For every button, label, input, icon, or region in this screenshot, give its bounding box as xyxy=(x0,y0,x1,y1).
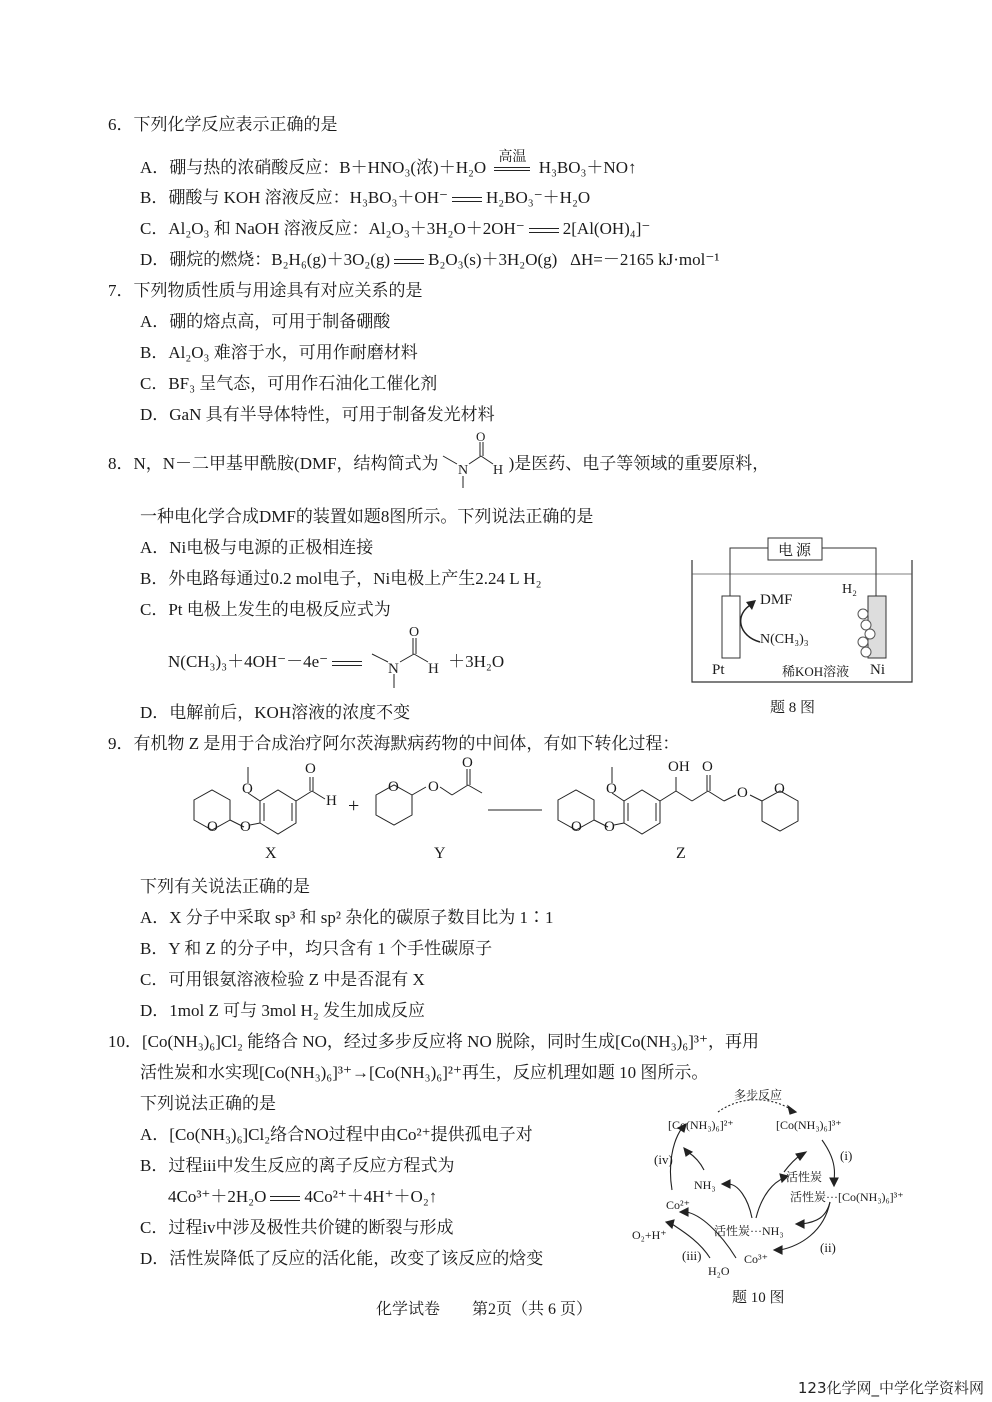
q6-c-rhs: 2[Al(OH)₄]⁻ xyxy=(562,219,651,238)
q8-eq-lhs: N(CH₃)₃＋4OH⁻－4e⁻ xyxy=(168,652,329,671)
atom-o: O xyxy=(571,819,582,835)
q6-option-c xyxy=(140,218,650,240)
svg-text:N: N xyxy=(457,463,468,479)
q10-sub-stem: 下列说法正确的是 xyxy=(140,1094,276,1113)
q10-stem-line1: 10．[Co(NH₃)₆]Cl₂ 能络合 NO，经过多步反应将 NO 脱除，同时生成[Co(NH₃)₆]³⁺，再用 xyxy=(108,1032,759,1051)
q10-option-c: C．过程iv中涉及极性共价键的断裂与形成 xyxy=(140,1218,454,1237)
figure-10-caption: 题 10 图 xyxy=(732,1290,785,1306)
q6-d-label: D．硼烷的燃烧： xyxy=(140,250,272,269)
q10-stem-line2: 活性炭和水实现[Co(NH₃)₆]³⁺→[Co(NH₃)₆]²⁺再生，反应机理如题 10 图所示。 xyxy=(140,1063,709,1082)
atom-o: O xyxy=(428,779,439,795)
q7-option-b: B．Al₂O₃ 难溶于水，可用作耐磨材料 xyxy=(140,343,418,362)
compound-y-label: Y xyxy=(434,845,446,862)
q6-b-lhs: H₃BO₃＋OH⁻ xyxy=(349,188,448,207)
page-footer: 化学试卷 第2页（共 6 页） xyxy=(376,1301,593,1318)
q8-option-a: A．Ni电极与电源的正极相连接 xyxy=(140,538,374,557)
q6-c-label: C．Al₂O₃ 和 NaOH 溶液反应： xyxy=(140,219,369,238)
step-iii-label: (iii) xyxy=(682,1248,702,1263)
q6-option-a xyxy=(140,150,637,179)
step-iv-label: (iv) xyxy=(654,1152,673,1167)
q6-a-label: A．硼与热的浓硝酸反应： xyxy=(140,158,340,177)
condition-label: 高温 xyxy=(498,150,527,166)
figure-8-electrolysis-cell xyxy=(690,528,914,688)
o2-h-label: O₂+H⁺ xyxy=(632,1228,667,1242)
q9-sub-stem: 下列有关说法正确的是 xyxy=(140,877,310,896)
q6-a-rhs: H₃BO₃＋NO↑ xyxy=(538,158,637,177)
atom-o: O xyxy=(702,759,713,775)
q8-stem-part-b: )是医药、电子等领域的重要原料， xyxy=(508,454,770,473)
trimethylamine-label: N(CH₃)₃ xyxy=(760,632,809,647)
atom-o: O xyxy=(388,779,399,795)
compound-z-label: Z xyxy=(676,845,686,862)
q9-option-a: A．X 分子中采取 sp³ 和 sp² 杂化的碳原子数目比为 1∶1 xyxy=(140,908,554,927)
q6-d-rhs: B₂O₃(s)＋3H₂O(g) xyxy=(428,250,558,269)
q9-option-c: C．可用银氨溶液检验 Z 中是否混有 X xyxy=(140,970,425,989)
q6-d-lhs: B₂H₆(g)＋3O₂(g) xyxy=(271,250,391,269)
carbon-label: 活性炭 xyxy=(786,1170,823,1184)
watermark: 123化学网_中学化学资料网 xyxy=(797,1379,984,1397)
h2o-label: H₂O xyxy=(708,1264,730,1278)
co2-complex-label: [Co(NH₃)₆]²⁺ xyxy=(668,1118,734,1132)
co3-complex-label: [Co(NH₃)₆]³⁺ xyxy=(776,1118,842,1132)
svg-text:H: H xyxy=(428,661,439,678)
atom-o: O xyxy=(462,755,473,771)
q6-option-b xyxy=(140,187,590,209)
q7-stem: 7．下列物质性质与用途具有对应关系的是 xyxy=(108,281,423,300)
q9-reaction-scheme xyxy=(180,755,880,865)
dmf-structure xyxy=(366,625,448,678)
q8-stem-part-a: 8．N，N－二甲基甲酰胺(DMF，结构简式为 xyxy=(108,454,439,473)
atom-o: O xyxy=(242,781,253,797)
q8-eq-rhs: ＋3H₂O xyxy=(448,652,505,671)
equals-sign xyxy=(529,228,559,233)
atom-o: O xyxy=(240,819,251,835)
step-ii-label: (ii) xyxy=(820,1240,836,1255)
q6-option-d xyxy=(140,249,719,271)
carbon-complex-label: 活性炭···[Co(NH₃)₆]³⁺ xyxy=(790,1190,904,1204)
atom-o: O xyxy=(305,761,316,777)
q6-a-lhs: B＋HNO₃(浓)＋H₂O xyxy=(339,158,487,177)
q6-b-rhs: H₂BO₃⁻＋H₂O xyxy=(485,188,591,207)
svg-text:N: N xyxy=(388,661,399,678)
q6-b-label: B．硼酸与 KOH 溶液反应： xyxy=(140,188,350,207)
q6-d-enthalpy: ΔH=－2165 kJ·mol⁻¹ xyxy=(570,250,720,269)
plus-sign: + xyxy=(348,795,360,817)
q10-option-a: A．[Co(NH₃)₆]Cl₂络合NO过程中由Co²⁺提供孤电子对 xyxy=(140,1125,533,1144)
atom-o: O xyxy=(604,819,615,835)
q9-option-b: B．Y 和 Z 的分子中，均只含有 1 个手性碳原子 xyxy=(140,939,493,958)
equals-sign xyxy=(394,259,424,264)
nh3-label: NH₃ xyxy=(694,1178,716,1192)
power-source-label: 电源 xyxy=(778,543,815,559)
ni-electrode-label: Ni xyxy=(870,662,885,678)
q10-option-b: B．过程iii中发生反应的离子反应方程式为 xyxy=(140,1156,455,1175)
dmf-structure-inline xyxy=(439,432,509,479)
co3-ion-label: Co³⁺ xyxy=(744,1252,768,1266)
equals-sign xyxy=(332,661,362,666)
figure-8-caption: 题 8 图 xyxy=(770,700,816,716)
atom-h: H xyxy=(326,793,337,809)
atom-o: O xyxy=(737,785,748,801)
equals-sign xyxy=(270,1196,300,1201)
svg-text:O: O xyxy=(409,625,420,641)
q10-b-equation xyxy=(168,1186,437,1208)
q7-option-c: C．BF₃ 呈气态，可用作石油化工催化剂 xyxy=(140,374,438,393)
condition-arrow xyxy=(490,150,534,171)
q9-stem: 9．有机物 Z 是用于合成治疗阿尔茨海默病药物的中间体，有如下转化过程： xyxy=(108,734,680,753)
q6-c-lhs: Al₂O₃＋3H₂O＋2OH⁻ xyxy=(368,219,525,238)
q10-option-d: D．活性炭降低了反应的活化能，改变了该反应的焓变 xyxy=(140,1249,544,1268)
q7-option-a: A．硼的熔点高，可用于制备硼酸 xyxy=(140,312,391,331)
svg-text:H: H xyxy=(492,463,503,479)
carbon-nh3-label: 活性炭···NH₃ xyxy=(714,1224,784,1238)
equals-sign xyxy=(452,197,482,202)
atom-oh: OH xyxy=(668,759,690,775)
q10-b-lhs: 4Co³⁺＋2H₂O xyxy=(168,1187,267,1206)
q8-c-equation xyxy=(168,625,505,678)
q10-b-rhs: 4Co²⁺＋4H⁺＋O₂↑ xyxy=(304,1187,438,1206)
compound-x-label: X xyxy=(265,845,277,862)
atom-o: O xyxy=(606,781,617,797)
co2-ion-label: Co²⁺ xyxy=(666,1198,690,1212)
svg-text:O: O xyxy=(475,432,485,445)
q7-option-d: D．GaN 具有半导体特性，可用于制备发光材料 xyxy=(140,405,495,424)
q9-option-d: D．1mol Z 可与 3mol H₂ 发生加成反应 xyxy=(140,1001,426,1020)
q8-option-b: B．外电路每通过0.2 mol电子，Ni电极上产生2.24 L H₂ xyxy=(140,569,542,588)
koh-solution-label: 稀KOH溶液 xyxy=(782,664,850,679)
pt-electrode-label: Pt xyxy=(712,662,725,678)
atom-o: O xyxy=(774,781,785,797)
step-i-label: (i) xyxy=(840,1148,853,1163)
atom-o: O xyxy=(207,819,218,835)
q6-stem: 6．下列化学反应表示正确的是 xyxy=(108,115,338,134)
q8-option-c: C．Pt 电极上发生的电极反应式为 xyxy=(140,600,391,619)
q8-option-d: D．电解前后，KOH溶液的浓度不变 xyxy=(140,703,411,722)
hydrogen-gas-label: H₂ xyxy=(842,582,857,597)
multi-step-label: 多步反应 xyxy=(734,1088,783,1102)
q8-stem-line1 xyxy=(108,432,770,479)
dmf-product-label: DMF xyxy=(760,592,793,608)
q8-stem-line2: 一种电化学合成DMF的装置如题8图所示。下列说法正确的是 xyxy=(140,507,594,526)
figure-10-mechanism xyxy=(630,1082,930,1282)
